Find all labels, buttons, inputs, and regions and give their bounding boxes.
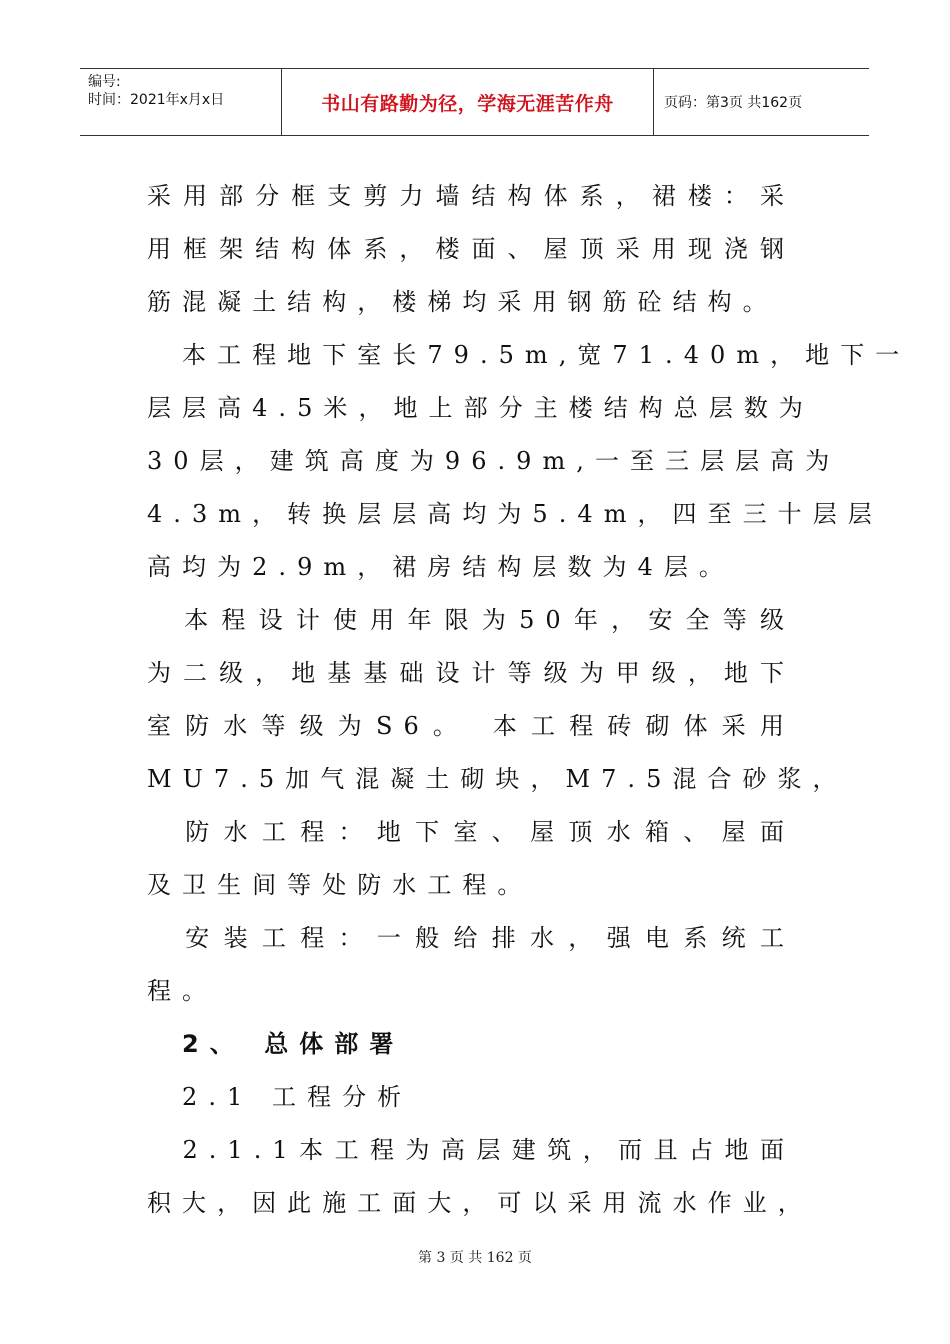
text-line: 安装工程：一般给排水，强电系统工 — [147, 924, 795, 952]
header-meta — [80, 69, 282, 135]
document-number: 编号: — [88, 74, 121, 90]
header-motto: 书山有路勤为径，学海无涯苦作舟 — [282, 69, 654, 135]
page-header — [80, 68, 869, 136]
document-body — [147, 170, 911, 1230]
document-date: 时间：2021年x月x日 — [88, 92, 225, 108]
section-heading: 2、 总体部署 — [147, 1030, 405, 1058]
text-line: 积大，因此施工面大，可以采用流水作业， — [147, 1189, 813, 1217]
text-line: 用框架结构体系，楼面、屋顶采用现浇钢 — [147, 235, 795, 263]
text-line: 本程设计使用年限为50年，安全等级 — [147, 606, 795, 634]
text-line: 程。 — [147, 977, 218, 1005]
text-line: 采用部分框支剪力墙结构体系，裙楼：采 — [147, 182, 795, 210]
text-line: 室防水等级为S6。 本工程砖砌体采用 — [147, 712, 795, 740]
page-footer: 第 3 页 共 162 页 — [418, 1250, 532, 1266]
text-line: 2.1.1本工程为高层建筑，而且占地面 — [147, 1136, 795, 1164]
text-line: MU7.5加气混凝土砌块，M7.5混合砂浆， — [147, 765, 848, 793]
text-line: 本工程地下室长79.5m,宽71.40m，地下一 — [147, 341, 911, 369]
text-line: 为二级，地基基础设计等级为甲级，地下 — [147, 659, 795, 687]
text-line: 筋混凝土结构，楼梯均采用钢筋砼结构。 — [147, 288, 778, 316]
text-line: 层层高4.5米，地上部分主楼结构总层数为 — [147, 394, 814, 422]
subsection-heading: 2.1 工程分析 — [147, 1083, 413, 1111]
text-line: 30层，建筑高度为96.9m,一至三层层高为 — [147, 447, 841, 475]
header-page-info: 页码：第3页 共162页 — [664, 95, 803, 111]
text-line: 及卫生间等处防水工程。 — [147, 871, 533, 899]
text-line: 高均为2.9m，裙房结构层数为4层。 — [147, 553, 734, 581]
text-line: 防水工程：地下室、屋顶水箱、屋面 — [147, 818, 795, 846]
text-line: 4.3m，转换层层高均为5.4m，四至三十层层 — [147, 500, 883, 528]
